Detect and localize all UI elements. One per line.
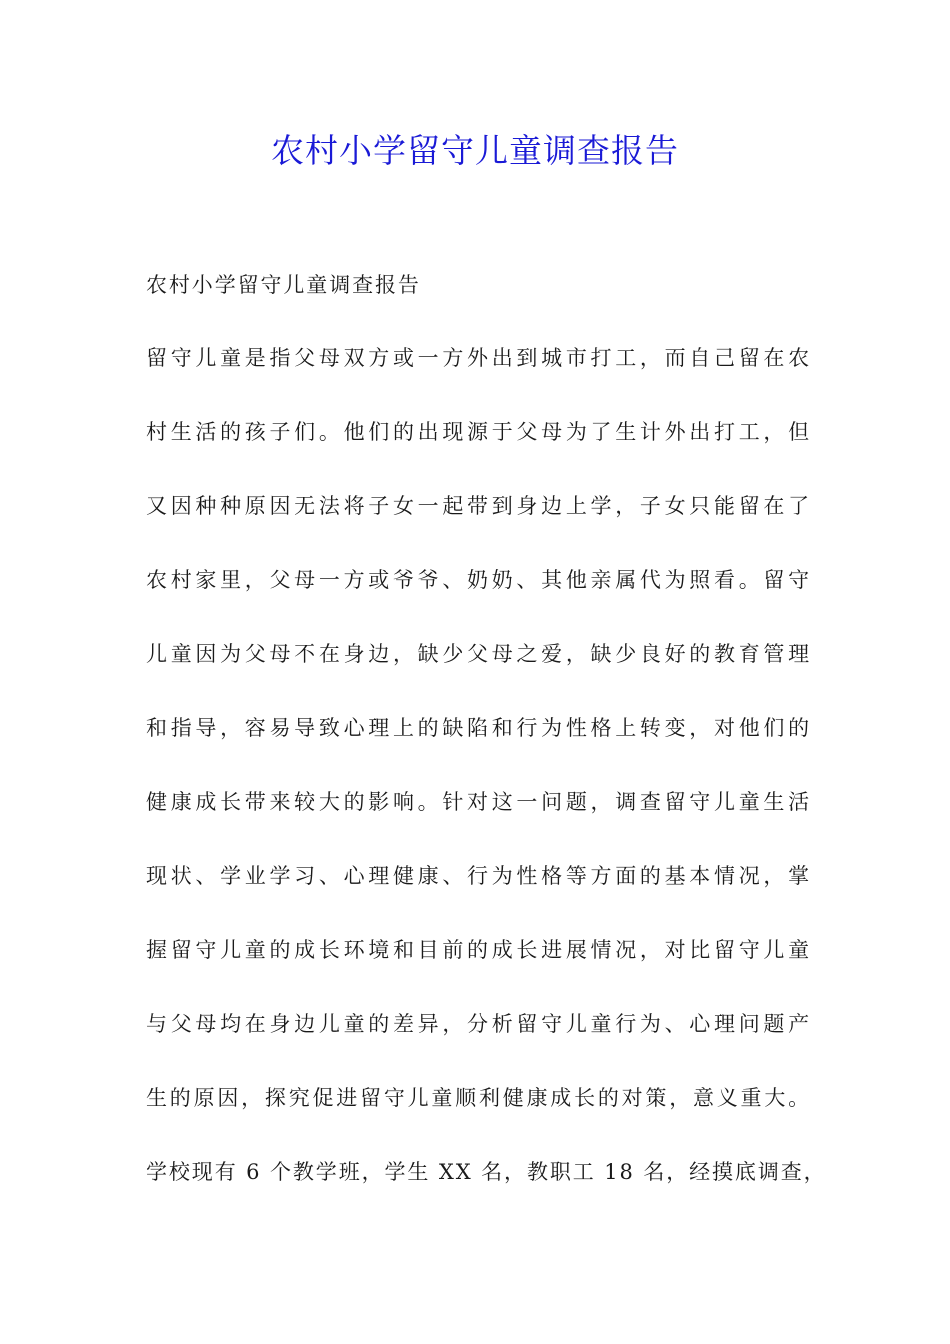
document-subtitle: 农村小学留守儿童调查报告 (146, 273, 421, 297)
paragraph-line: 生的原因，探究促进留守儿童顺利健康成长的对策，意义重大。 (146, 1086, 811, 1110)
paragraph-line: 儿童因为父母不在身边，缺少父母之爱，缺少良好的教育管理 (146, 642, 811, 666)
paragraph-line: 又因种种原因无法将子女一起带到身边上学，子女只能留在了 (146, 494, 811, 518)
paragraph-line: 和指导，容易导致心理上的缺陷和行为性格上转变，对他们的 (146, 716, 811, 740)
paragraph-line: 村生活的孩子们。他们的出现源于父母为了生计外出打工，但 (146, 420, 811, 444)
paragraph-line: 握留守儿童的成长环境和目前的成长进展情况，对比留守儿童 (146, 938, 811, 962)
paragraph-line: 健康成长带来较大的影响。针对这一问题，调查留守儿童生活 (146, 790, 811, 814)
paragraph-line: 留守儿童是指父母双方或一方外出到城市打工，而自己留在农 (146, 346, 811, 370)
paragraph-line: 农村家里，父母一方或爷爷、奶奶、其他亲属代为照看。留守 (146, 568, 811, 592)
body-paragraph (146, 341, 827, 1229)
paragraph-line: 学校现有 6 个教学班，学生 XX 名，教职工 18 名，经摸底调查， (146, 1160, 827, 1184)
paragraph-line: 现状、学业学习、心理健康、行为性格等方面的基本情况，掌 (146, 864, 811, 888)
document-title: 农村小学留守儿童调查报告 (271, 131, 679, 170)
paragraph-line: 与父母均在身边儿童的差异，分析留守儿童行为、心理问题产 (146, 1012, 811, 1036)
